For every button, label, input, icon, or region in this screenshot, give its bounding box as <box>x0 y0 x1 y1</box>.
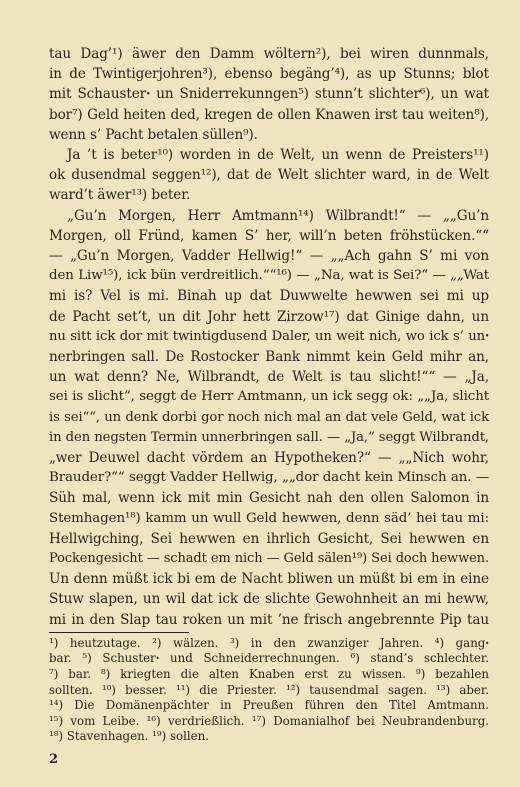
body-line: „wer Deuwel dacht vördem an Hypotheken?“ — „„Nich wohr, <box>49 450 489 467</box>
footnotes <box>49 636 489 745</box>
body-line: wenn s’ Pacht betalen süllen⁹). <box>49 126 258 143</box>
body-line: mi in den Slap tau roken un mit ’ne frisch angebrennte Pip tau <box>49 611 489 628</box>
body-line: Süh mal, wenn ick mit min Gesicht nah den ollen Salomon in <box>49 490 489 507</box>
body-line: ok dusendmal seggen¹²), dat de Welt slichter ward, in de Welt <box>49 167 489 184</box>
body-line: tau Dag’¹) äwer den Damm wöltern²), bei wiren dunnmals, <box>49 46 489 62</box>
body-line: Stuw slapen, un wil dat ick de slichte Gewohnheit an mi heww, <box>49 591 489 608</box>
body-line: Stemhagen¹⁸) kamm un wull Geld hewwen, denn säd’ hei tau mi: <box>49 510 489 526</box>
body-line: mit Schausterꞏ un Sniderrekunngen⁵) stunn’t slichter⁶), un wat <box>49 86 489 103</box>
body-line: Hellwigching, Sei hewwen en ihrlich Gesicht, Sei hewwen en <box>49 530 489 547</box>
body-line: Brauder?““ seggt Vadder Hellwig, „„dor dacht kein Minsch an. — <box>49 470 489 486</box>
body-line: un wat denn? Ne, Wilbrandt, de Welt is tau slicht!““ — „Ja, <box>49 369 489 386</box>
body-line: mi is? Vel is mi. Binah up dat Duwwelte hewwen sei mi up <box>49 288 489 305</box>
body-line: ward’t äwer¹³) beter. <box>49 187 191 204</box>
body-text <box>49 44 489 630</box>
body-line: bor⁷) Geld heiten ded, kregen de ollen Knawen irst tau weiten⁸), <box>49 106 489 123</box>
footnote-line: bar. ⁵) Schusterꞏ und Schneiderrechnungen. ⁶) stand’s schlechter. <box>49 651 489 666</box>
body-line: Un denn müßt ick bi em de Nacht bliwen un müßt bi em in eine <box>49 571 489 588</box>
body-line: de Pacht set’t, un dit Johr hett Zirzow¹⁷) dat Ginige dahn, un <box>49 308 489 325</box>
footnote-line: sollten. ¹⁰) besser. ¹¹) die Priester. ¹²) tausendmal sagen. ¹³) aber. <box>49 682 489 697</box>
footnote-line: ¹) heutzutage. ²) wälzen. ³) in den zwanziger Jahren. ⁴) gangꞏ <box>49 635 489 650</box>
footnote-rule <box>49 632 189 633</box>
body-line: Morgen, oll Fründ, kamen S’ her, will’n beten fröhstücken.““ <box>49 227 489 244</box>
footnote-line: ¹⁸) Stavenhagen. ¹⁹) sollen. <box>49 729 210 744</box>
footnote-line: ⁷) bar. ⁸) kriegten die alten Knaben erst zu wissen. ⁹) bezahlen <box>49 667 489 682</box>
body-line: „Gu’n Morgen, Herr Amtmann¹⁴) Wilbrandt!“ — „„Gu’n <box>67 207 489 224</box>
body-line: is sei““, un denk dorbi gor noch nich mal an dat vele Geld, wat ick <box>49 409 489 425</box>
body-line: den Liw¹⁵), ick bün verdreitlich.““¹⁶) — „Na, wat is Sei?“ — „„Wat <box>49 268 489 284</box>
body-line: Ja ’t is beter¹⁰) worden in de Welt, un wenn de Preisters¹¹) <box>67 147 489 164</box>
body-line: in den negsten Termin unnerbringen sall. — „Ja,“ seggt Wilbrandt, <box>49 429 489 445</box>
page-text <box>49 44 489 745</box>
body-line: Pockengesicht — schadt em nich — Geld sälen¹⁹) Sei doch hewwen. <box>49 551 489 567</box>
body-line: nerbringen sall. De Rostocker Bank nimmt kein Geld mihr an, <box>49 349 489 366</box>
body-line: sei is slicht“, seggt de Herr Amtmann, un ick segg ok: „„Ja, slicht <box>49 389 489 405</box>
body-line: — „Gu’n Morgen, Vadder Hellwig!“ — „„Ach gahn S’ mi von <box>49 248 489 265</box>
body-line: nu sitt ick dor mit twintigdusend Daler, un weit nich, wo ick s’ unꞏ <box>49 328 489 344</box>
body-line: in de Twintigerjohren³), ebenso begäng’⁴), as up Stunns; blot <box>49 66 489 83</box>
footnote-line: ¹⁵) vom Leibe. ¹⁶) verdrießlich. ¹⁷) Domanialhof bei Neubrandenburg. <box>49 713 489 728</box>
page-number: 2 <box>49 752 59 767</box>
footnote-line: ¹⁴) Die Domänenpächter in Preußen führen den Titel Amtmann. <box>49 698 489 713</box>
